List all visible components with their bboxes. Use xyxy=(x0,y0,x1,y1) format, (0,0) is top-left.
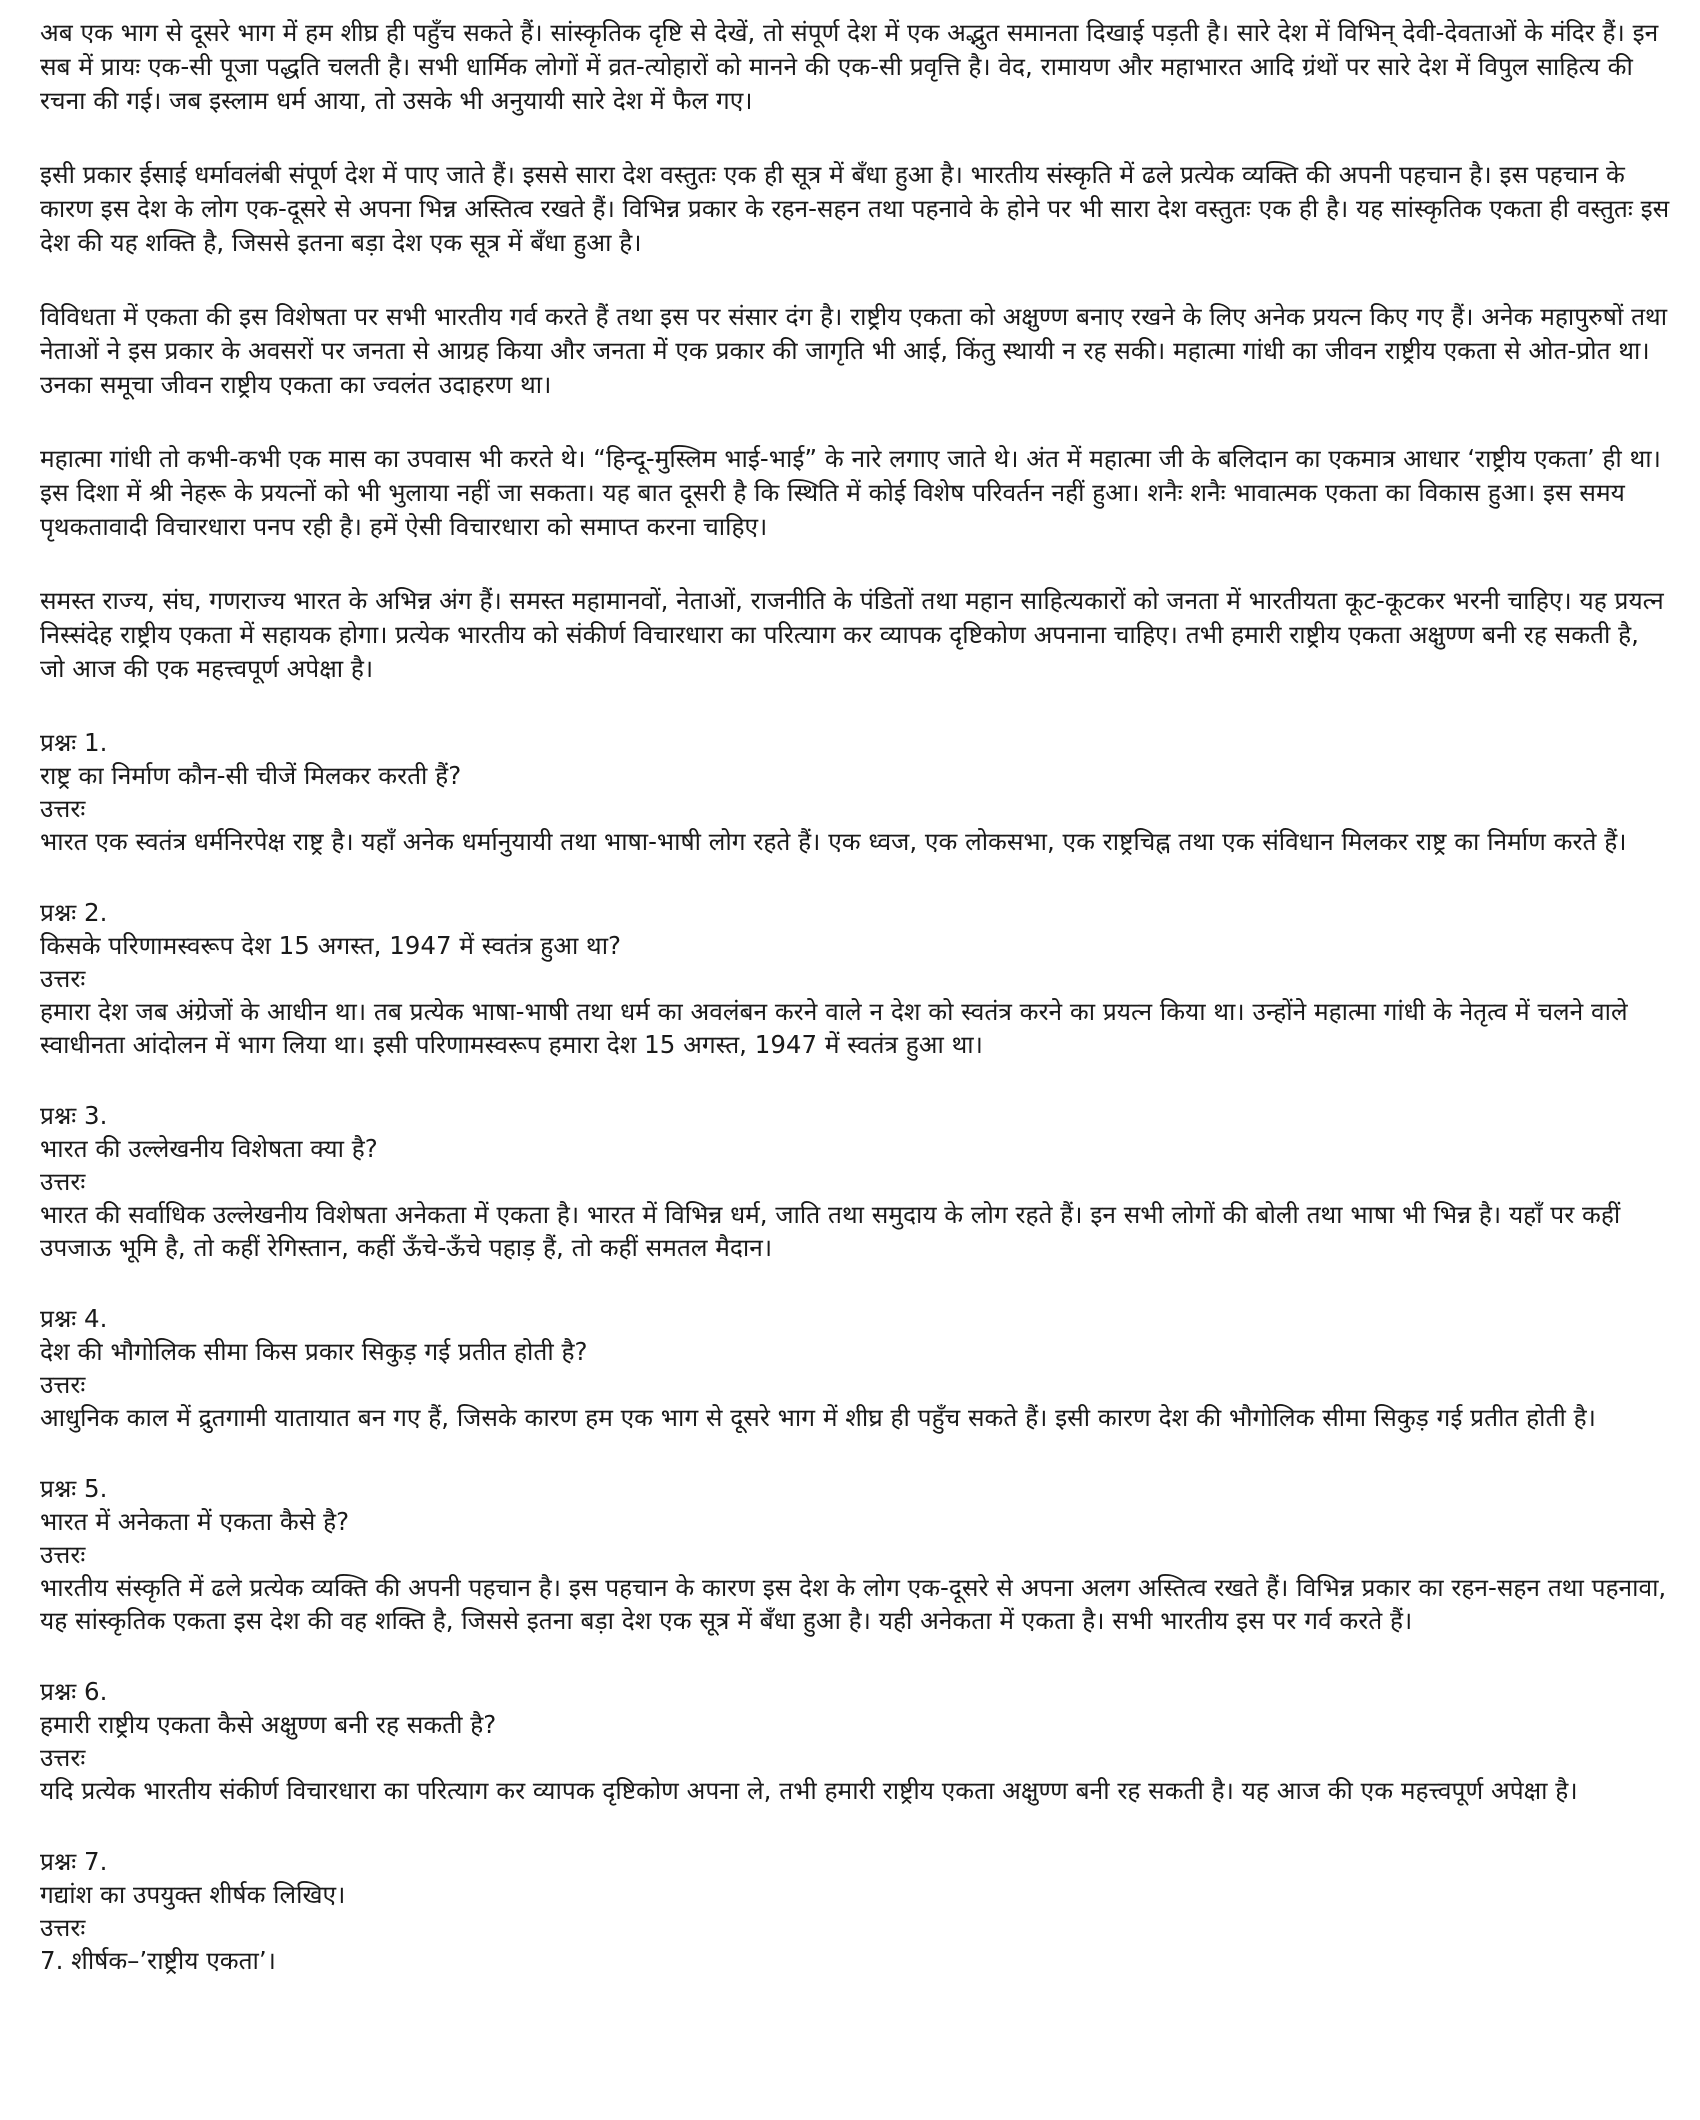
qa-item-5 xyxy=(40,1472,1670,1637)
answer-label: उत्तरः xyxy=(40,1167,86,1196)
answer-text: भारत एक स्वतंत्र धर्मनिरपेक्ष राष्ट्र है। यहाँ अनेक धर्मानुयायी तथा भाषा-भाषी लोग रहते हैं। एक ध्वज, एक लोकसभा, एक राष्ट्रचिह्न तथा एक संविधान मिलकर राष्ट्र का निर्माण करते हैं। xyxy=(40,827,1627,856)
question-text: भारत में अनेकता में एकता कैसे है? xyxy=(40,1507,350,1536)
question-number: प्रश्नः 1. xyxy=(40,728,108,757)
passage-paragraph-3: विविधता में एकता की इस विशेषता पर सभी भारतीय गर्व करते हैं तथा इस पर संसार दंग है। राष्ट्रीय एकता को अक्षुण्ण बनाए रखने के लिए अनेक प्रयत्न किए गए हैं। अनेक महापुरुषों तथा नेताओं ने इस प्रकार के अवसरों पर जनता से आग्रह किया और जनता में एक प्रकार की जागृति भी आई, किंतु स्थायी न रह सकी। महात्मा गांधी का जीवन राष्ट्रीय एकता से ओत-प्रोत था। उनका समूचा जीवन राष्ट्रीय एकता का ज्वलंत उदाहरण था। xyxy=(40,302,1668,399)
passage-paragraph-1: अब एक भाग से दूसरे भाग में हम शीघ्र ही पहुँच सकते हैं। सांस्कृतिक दृष्टि से देखें, तो संपूर्ण देश में एक अद्भुत समानता दिखाई पड़ती है। सारे देश में विभिन् देवी-देवताओं के मंदिर हैं। इन सब में प्रायः एक-सी पूजा पद्धति चलती है। सभी धार्मिक लोगों में व्रत-त्योहारों को मानने की एक-सी प्रवृत्ति है। वेद, रामायण और महाभारत आदि ग्रंथों पर सारे देश में विपुल साहित्य की रचना की गई। जब इस्लाम धर्म आया, तो उसके भी अनुयायी सारे देश में फैल गए। xyxy=(40,18,1659,115)
question-text: किसके परिणामस्वरूप देश 15 अगस्त, 1947 में स्वतंत्र हुआ था? xyxy=(40,931,622,960)
answer-label: उत्तरः xyxy=(40,794,86,823)
qa-item-4 xyxy=(40,1302,1670,1434)
question-number: प्रश्नः 4. xyxy=(40,1304,108,1333)
question-number: प्रश्नः 5. xyxy=(40,1474,108,1503)
passage-paragraph-4: महात्मा गांधी तो कभी-कभी एक मास का उपवास भी करते थे। “हिन्दू-मुस्लिम भाई-भाई” के नारे लगाए जाते थे। अंत में महात्मा जी के बलिदान का एकमात्र आधार ‘राष्ट्रीय एकता’ ही था। इस दिशा में श्री नेहरू के प्रयत्नों को भी भुलाया नहीं जा सकता। यह बात दूसरी है कि स्थिति में कोई विशेष परिवर्तन नहीं हुआ। शनैः शनैः भावात्मक एकता का विकास हुआ। इस समय पृथकतावादी विचारधारा पनप रही है। हमें ऐसी विचारधारा को समाप्त करना चाहिए। xyxy=(40,444,1661,541)
question-number: प्रश्नः 3. xyxy=(40,1101,108,1130)
question-text: राष्ट्र का निर्माण कौन-सी चीजें मिलकर करती हैं? xyxy=(40,761,462,790)
answer-text: यदि प्रत्येक भारतीय संकीर्ण विचारधारा का परित्याग कर व्यापक दृष्टिकोण अपना ले, तभी हमारी राष्ट्रीय एकता अक्षुण्ण बनी रह सकती है। यह आज की एक महत्त्वपूर्ण अपेक्षा है। xyxy=(40,1776,1578,1805)
answer-label: उत्तरः xyxy=(40,1913,86,1942)
answer-text: आधुनिक काल में द्रुतगामी यातायात बन गए हैं, जिसके कारण हम एक भाग से दूसरे भाग में शीघ्र ही पहुँच सकते हैं। इसी कारण देश की भौगोलिक सीमा सिकुड़ गई प्रतीत होती है। xyxy=(40,1403,1596,1432)
question-text: हमारी राष्ट्रीय एकता कैसे अक्षुण्ण बनी रह सकती है? xyxy=(40,1710,497,1739)
question-text: भारत की उल्लेखनीय विशेषता क्या है? xyxy=(40,1134,378,1163)
qa-item-1 xyxy=(40,726,1670,858)
passage-paragraph-2: इसी प्रकार ईसाई धर्मावलंबी संपूर्ण देश में पाए जाते हैं। इससे सारा देश वस्तुतः एक ही सूत्र में बँधा हुआ है। भारतीय संस्कृति में ढले प्रत्येक व्यक्ति की अपनी पहचान है। इस पहचान के कारण इस देश के लोग एक-दूसरे से अपना भिन्न अस्तित्व रखते हैं। विभिन्न प्रकार के रहन-सहन तथा पहनावे के होने पर भी सारा देश वस्तुतः एक ही है। यह सांस्कृतिक एकता ही वस्तुतः इस देश की यह शक्ति है, जिससे इतना बड़ा देश एक सूत्र में बँधा हुआ है। xyxy=(40,160,1670,257)
question-number: प्रश्नः 7. xyxy=(40,1847,108,1876)
answer-label: उत्तरः xyxy=(40,1370,86,1399)
question-answer-list xyxy=(40,726,1670,1977)
question-text: देश की भौगोलिक सीमा किस प्रकार सिकुड़ गई प्रतीत होती है? xyxy=(40,1337,588,1366)
answer-text: भारत की सर्वाधिक उल्लेखनीय विशेषता अनेकता में एकता है। भारत में विभिन्न धर्म, जाति तथा समुदाय के लोग रहते हैं। इन सभी लोगों की बोली तथा भाषा भी भिन्न है। यहाँ पर कहीं उपजाऊ भूमि है, तो कहीं रेगिस्तान, कहीं ऊँचे-ऊँचे पहाड़ हैं, तो कहीं समतल मैदान। xyxy=(40,1200,1621,1262)
qa-item-3 xyxy=(40,1099,1670,1264)
passage-paragraph-5: समस्त राज्य, संघ, गणराज्य भारत के अभिन्न अंग हैं। समस्त महामानवों, नेताओं, राजनीति के पंडितों तथा महान साहित्यकारों को जनता में भारतीयता कूट-कूटकर भरनी चाहिए। यह प्रयत्न निस्संदेह राष्ट्रीय एकता में सहायक होगा। प्रत्येक भारतीय को संकीर्ण विचारधारा का परित्याग कर व्यापक दृष्टिकोण अपनाना चाहिए। तभी हमारी राष्ट्रीय एकता अक्षुण्ण बनी रह सकती है, जो आज की एक महत्त्वपूर्ण अपेक्षा है। xyxy=(40,586,1664,683)
answer-text: हमारा देश जब अंग्रेजों के आधीन था। तब प्रत्येक भाषा-भाषी तथा धर्म का अवलंबन करने वाले न देश को स्वतंत्र करने का प्रयत्न किया था। उन्होंने महात्मा गांधी के नेतृत्व में चलने वाले स्वाधीनता आंदोलन में भाग लिया था। इसी परिणामस्वरूप हमारा देश 15 अगस्त, 1947 में स्वतंत्र हुआ था। xyxy=(40,997,1628,1059)
qa-item-7 xyxy=(40,1845,1670,1977)
qa-item-6 xyxy=(40,1675,1670,1807)
question-text: गद्यांश का उपयुक्त शीर्षक लिखिए। xyxy=(40,1880,346,1909)
answer-text: 7. शीर्षक–’राष्ट्रीय एकता’। xyxy=(40,1946,276,1975)
answer-label: उत्तरः xyxy=(40,1743,86,1772)
answer-label: उत्तरः xyxy=(40,964,86,993)
document-page xyxy=(40,16,1670,1977)
passage xyxy=(40,16,1670,686)
question-number: प्रश्नः 6. xyxy=(40,1677,108,1706)
qa-item-2 xyxy=(40,896,1670,1061)
answer-label: उत्तरः xyxy=(40,1540,86,1569)
answer-text: भारतीय संस्कृति में ढले प्रत्येक व्यक्ति की अपनी पहचान है। इस पहचान के कारण इस देश के लोग एक-दूसरे से अपना अलग अस्तित्व रखते हैं। विभिन्न प्रकार का रहन-सहन तथा पहनावा, यह सांस्कृतिक एकता इस देश की वह शक्ति है, जिससे इतना बड़ा देश एक सूत्र में बँधा हुआ है। यही अनेकता में एकता है। सभी भारतीय इस पर गर्व करते हैं। xyxy=(40,1573,1667,1635)
question-number: प्रश्नः 2. xyxy=(40,898,108,927)
